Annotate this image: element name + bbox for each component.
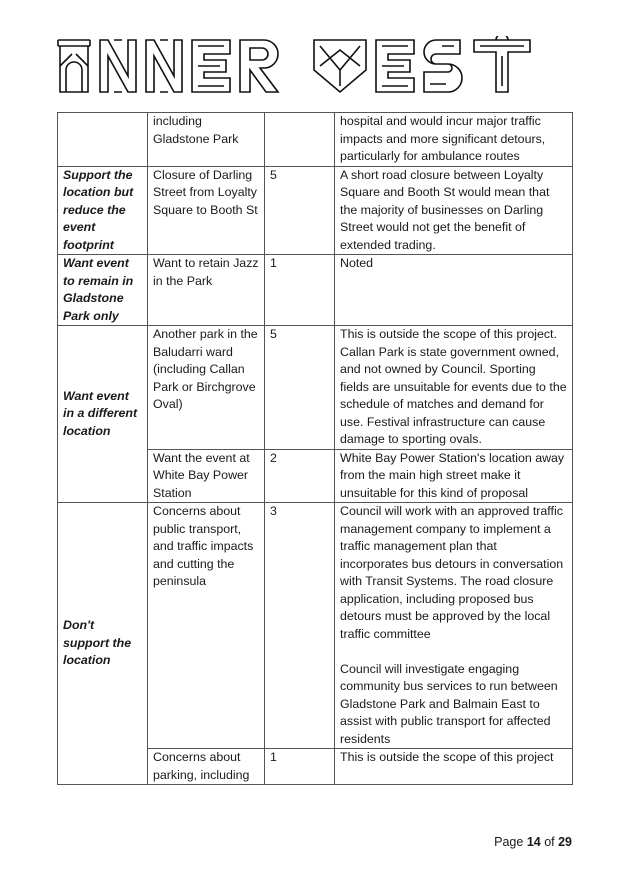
response-text: This is outside the scope of this project [340,750,554,764]
page-of: of [540,835,559,849]
category-cell: Want event to remain in Gladstone Park only [58,255,148,326]
count-cell: 5 [265,326,335,450]
total-pages: 29 [558,835,572,849]
count-cell [265,113,335,167]
logo-letter-r [240,40,278,92]
response-cell [335,749,573,785]
logo-letter-e [192,40,230,92]
response-cell [335,255,573,326]
logo-letter-n1 [100,40,136,92]
consultation-table [57,112,573,785]
logo-letter-e2 [376,40,414,92]
response-cell [335,326,573,450]
table-row [58,113,573,167]
count-cell: 1 [265,749,335,785]
response-cell [335,166,573,255]
table-row [58,503,573,749]
sub-theme-cell: Want to retain Jazz in the Park [148,255,265,326]
response-cell [335,449,573,503]
logo-letter-s [424,40,462,92]
response-text: A short road closure between Loyalty Square and Booth St would mean that the majority of businesses on Darling Street would not get the benefit of extended trading. [340,167,550,252]
response-text: White Bay Power Station's location away from the main high street make it unsuitable for this kind of proposal [340,450,565,500]
response-text: Council will investigate engaging community bus services to run between Gladstone Park and Balmain East to assist with public transport for affected residents [340,661,558,746]
count-cell: 5 [265,166,335,255]
table-row [58,166,573,255]
inner-west-logo [56,36,536,96]
category-cell [58,113,148,167]
page-prefix: Page [494,835,527,849]
page-number [494,835,572,849]
sub-theme-cell: including Gladstone Park [148,113,265,167]
sub-theme-cell: Closure of Darling Street from Loyalty Square to Booth St [148,166,265,255]
logo-letter-i [58,40,90,92]
count-cell: 1 [265,255,335,326]
sub-theme-cell: Want the event at White Bay Power Station [148,449,265,503]
response-text: Noted [340,256,374,270]
category-cell: Want event in a different location [58,326,148,503]
logo-letter-w [314,40,366,92]
sub-theme-cell: Another park in the Baludarri ward (including Callan Park or Birchgrove Oval) [148,326,265,450]
response-cell [335,503,573,749]
paragraph-gap [340,643,567,661]
table-row [58,326,573,450]
response-text: hospital and would incur major traffic impacts and more significant detours, particularly for ambulance routes [340,114,546,163]
current-page: 14 [526,835,541,849]
category-cell: Support the location but reduce the event footprint [58,166,148,255]
sub-theme-cell: Concerns about public transport, and traffic impacts and cutting the peninsula [148,503,265,749]
response-cell [335,113,573,167]
response-text: Council will work with an approved traffic management company to implement a traffic management plan that incorporates bus detours in conversation with Transit Systems. The road closure application, including proposed bus detours must be approved by the local traffic committee [340,504,564,641]
count-cell: 3 [265,503,335,749]
logo-letter-n2 [146,40,182,92]
logo-letter-t [474,36,530,92]
count-cell: 2 [265,449,335,503]
response-text: This is outside the scope of this project. Callan Park is state government owned, and not owned by Council. Sporting fields are unsuitable for events due to the schedule of matches and demand for use. Festival infrastructure can cause damage to sporting ovals. [340,327,567,446]
category-cell: Don't support the location [58,503,148,785]
table-row [58,255,573,326]
sub-theme-cell: Concerns about parking, including [148,749,265,785]
